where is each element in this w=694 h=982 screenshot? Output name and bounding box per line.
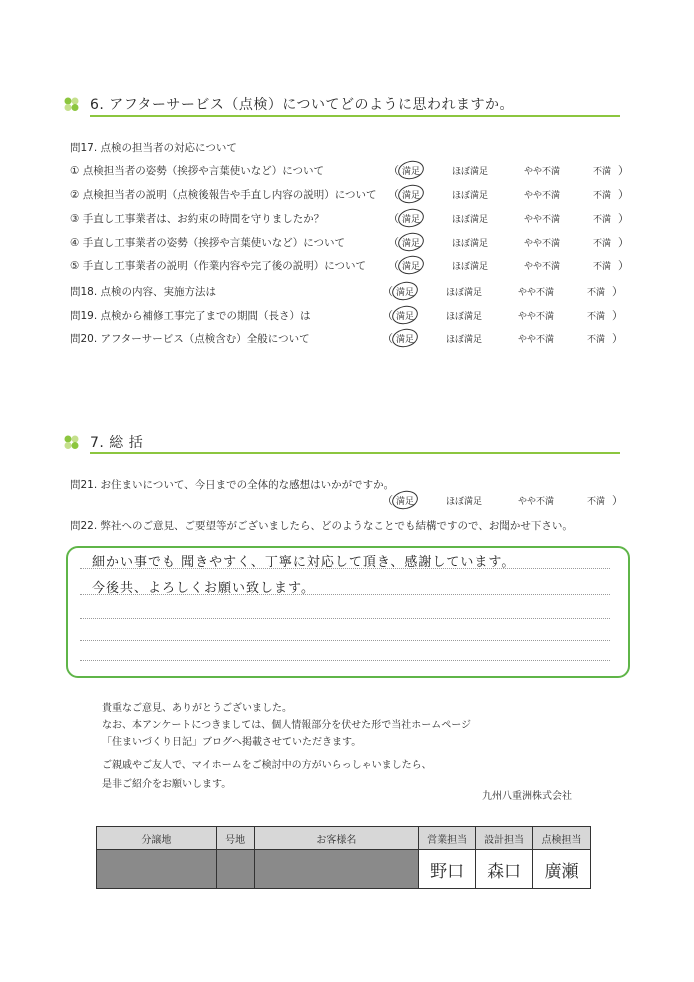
header-sales-staff: 営業担当: [419, 827, 476, 850]
rating-option-o4[interactable]: 不満: [593, 262, 612, 272]
q22-text: 問22. 弊社へのご意見、ご要望等がございましたら、どのようなことでも結構ですので、お聞かせ下さい。: [70, 520, 573, 532]
selected-rating-circle: [396, 182, 425, 205]
company-name: 九州八重洲株式会社: [482, 791, 572, 802]
rating-option-o3[interactable]: やや不満: [518, 312, 555, 322]
option-paren: ）: [618, 212, 629, 225]
clover-icon: [64, 97, 82, 111]
rating-option-o3[interactable]: やや不満: [524, 262, 561, 272]
option-paren: ）: [612, 285, 623, 298]
thanks-line: 「住まいづくり日記」ブログへ掲載させていただきます。: [102, 737, 362, 748]
question-label: 問20. アフターサービス（点検含む）全般について: [70, 333, 310, 345]
question-label: ④ 手直し工事業者の姿勢（挨拶や言葉使いなど）について: [70, 237, 346, 249]
section-6-title: 6. アフターサービス（点検）についてどのように思われますか。: [90, 97, 515, 113]
section-6-divider: [90, 115, 620, 117]
sales-staff-name: 野口: [419, 850, 476, 889]
rating-option-o3[interactable]: やや不満: [524, 239, 561, 249]
rating-option-o1[interactable]: 満足: [402, 191, 421, 201]
option-paren: （: [382, 285, 393, 298]
option-paren: （: [382, 332, 393, 345]
option-paren: （: [388, 164, 399, 177]
option-paren: ）: [618, 236, 629, 249]
rating-option-o1[interactable]: 満足: [396, 335, 415, 345]
header-lot: 分譲地: [97, 827, 217, 850]
answer-line: [80, 660, 610, 661]
rating-option-o3[interactable]: やや不満: [518, 497, 555, 507]
thanks-line: 貴重なご意見、ありがとうございました。: [102, 703, 292, 714]
rating-option-o2[interactable]: ほぼ満足: [452, 215, 489, 225]
option-paren: ）: [612, 332, 623, 345]
rating-option-o4[interactable]: 不満: [587, 497, 606, 507]
customer-info-table: [96, 826, 591, 889]
answer-line: [80, 618, 610, 619]
option-paren: （: [388, 188, 399, 201]
header-design-staff: 設計担当: [476, 827, 533, 850]
selected-rating-circle: [390, 326, 419, 349]
rating-option-o4[interactable]: 不満: [593, 167, 612, 177]
question-label: ③ 手直し工事業者は、お約束の時間を守りましたか？: [70, 213, 325, 225]
rating-option-o2[interactable]: ほぼ満足: [446, 335, 483, 345]
selected-rating-circle: [396, 158, 425, 181]
option-paren: （: [388, 236, 399, 249]
option-paren: ）: [612, 309, 623, 322]
section-7-title: 7. 総 括: [90, 435, 144, 451]
question-label: ① 点検担当者の姿勢（挨拶や言葉使いなど）について: [70, 165, 325, 177]
option-paren: ）: [612, 494, 623, 507]
rating-option-o1[interactable]: 満足: [396, 497, 415, 507]
option-paren: （: [388, 212, 399, 225]
rating-option-o1[interactable]: 満足: [402, 215, 421, 225]
selected-rating-circle: [390, 303, 419, 326]
option-paren: ）: [618, 188, 629, 201]
rating-option-o2[interactable]: ほぼ満足: [446, 497, 483, 507]
rating-option-o3[interactable]: やや不満: [524, 167, 561, 177]
thanks-line: なお、本アンケートにつきましては、個人情報部分を伏せた形で当社ホームページ: [102, 720, 471, 731]
rating-option-o1[interactable]: 満足: [402, 239, 421, 249]
rating-option-o4[interactable]: 不満: [587, 288, 606, 298]
rating-option-o3[interactable]: やや不満: [524, 215, 561, 225]
rating-option-o2[interactable]: ほぼ満足: [446, 288, 483, 298]
redacted-customer-name: [254, 850, 419, 889]
rating-option-o4[interactable]: 不満: [587, 312, 606, 322]
section-7-divider: [90, 452, 620, 454]
clover-icon: [64, 435, 82, 449]
header-customer-name: お客様名: [254, 827, 419, 850]
selected-rating-circle: [390, 279, 419, 302]
option-paren: （: [382, 309, 393, 322]
inspection-staff-name: 廣瀬: [533, 850, 591, 889]
q17-heading: 問17. 点検の担当者の対応について: [70, 142, 237, 154]
rating-option-o2[interactable]: ほぼ満足: [446, 312, 483, 322]
selected-rating-circle: [396, 206, 425, 229]
rating-option-o1[interactable]: 満足: [396, 312, 415, 322]
redacted-lot: [97, 850, 217, 889]
option-paren: （: [382, 494, 393, 507]
question-label: ⑤ 手直し工事業者の説明（作業内容や完了後の説明）について: [70, 260, 367, 272]
handwritten-answer-line-2: 今後共、よろしくお願い致します。: [92, 581, 315, 596]
handwritten-answer-line-1: 細かい事でも 聞きやすく、丁寧に対応して頂き、感謝しています。: [92, 555, 516, 570]
selected-rating-circle: [396, 230, 425, 253]
rating-option-o2[interactable]: ほぼ満足: [452, 262, 489, 272]
selected-rating-circle: [396, 253, 425, 276]
rating-option-o3[interactable]: やや不満: [524, 191, 561, 201]
rating-option-o4[interactable]: 不満: [593, 239, 612, 249]
rating-option-o3[interactable]: やや不満: [518, 288, 555, 298]
header-inspection-staff: 点検担当: [533, 827, 591, 850]
rating-option-o1[interactable]: 満足: [396, 288, 415, 298]
redacted-lot-number: [216, 850, 254, 889]
thanks-line: ご親戚やご友人で、マイホームをご検討中の方がいらっしゃいましたら、: [102, 760, 432, 771]
thanks-line: 是非ご紹介をお願いします。: [102, 779, 232, 790]
rating-option-o1[interactable]: 満足: [402, 262, 421, 272]
rating-option-o2[interactable]: ほぼ満足: [452, 239, 489, 249]
option-paren: （: [388, 259, 399, 272]
q21-text: 問21. お住まいについて、今日までの全体的な感想はいかがですか。: [70, 479, 395, 491]
option-paren: ）: [618, 259, 629, 272]
question-label: 問18. 点検の内容、実施方法は: [70, 286, 217, 298]
design-staff-name: 森口: [476, 850, 533, 889]
rating-option-o4[interactable]: 不満: [593, 191, 612, 201]
rating-option-o4[interactable]: 不満: [587, 335, 606, 345]
question-label: ② 点検担当者の説明（点検後報告や手直し内容の説明）について: [70, 189, 377, 201]
answer-line: [80, 640, 610, 641]
header-lot-number: 号地: [216, 827, 254, 850]
selected-rating-circle: [390, 488, 419, 511]
rating-option-o4[interactable]: 不満: [593, 215, 612, 225]
rating-option-o2[interactable]: ほぼ満足: [452, 191, 489, 201]
rating-option-o2[interactable]: ほぼ満足: [452, 167, 489, 177]
question-label: 問19. 点検から補修工事完了までの期間（長さ）は: [70, 310, 311, 322]
option-paren: ）: [618, 164, 629, 177]
rating-option-o1[interactable]: 満足: [402, 167, 421, 177]
rating-option-o3[interactable]: やや不満: [518, 335, 555, 345]
